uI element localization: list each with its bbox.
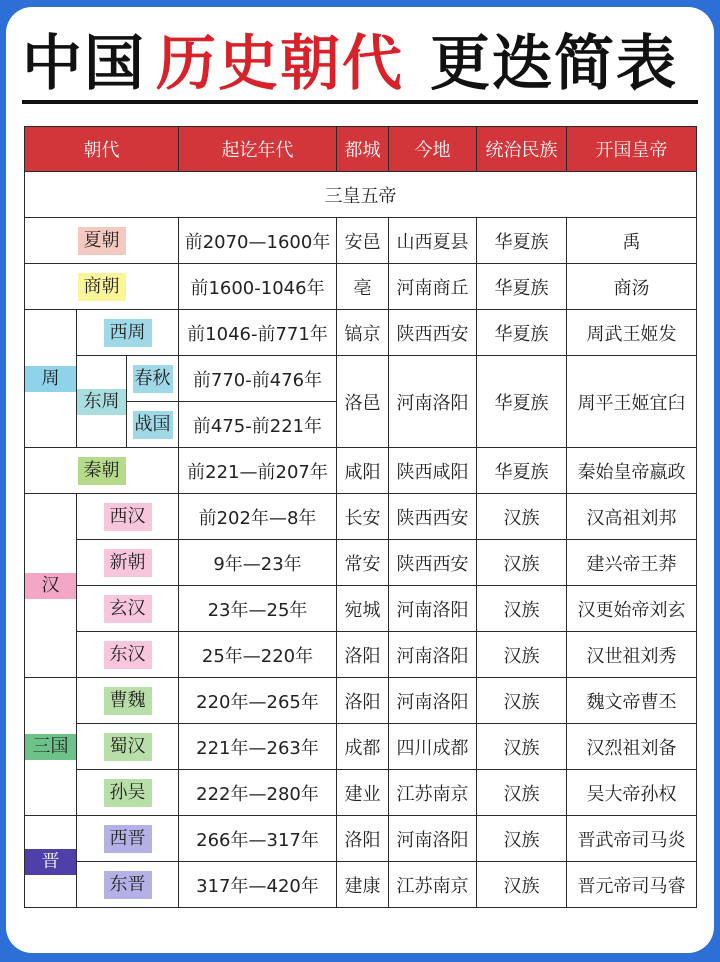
founder-cell: 晋元帝司马睿 (567, 862, 697, 908)
title-part-2: 更迭简表 (430, 29, 678, 99)
years-cell: 222年—280年 (179, 770, 337, 816)
table-row (25, 632, 697, 678)
dynasty-label: 战国 (133, 411, 173, 439)
founder-cell: 晋武帝司马炎 (567, 816, 697, 862)
ethnic-cell: 汉族 (477, 632, 567, 678)
years-cell: 前2070—1600年 (179, 218, 337, 264)
dynasty-label: 秦朝 (78, 457, 126, 485)
years-cell: 前1600-1046年 (179, 264, 337, 310)
years-cell: 前202年—8年 (179, 494, 337, 540)
header-years: 起讫年代 (179, 127, 337, 172)
dynasty-label: 蜀汉 (104, 733, 152, 761)
page-title (22, 24, 698, 104)
group-cell-sanguo (25, 678, 77, 816)
dynasty-cell (77, 310, 179, 356)
capital-cell: 成都 (337, 724, 389, 770)
dynasty-label: 西周 (104, 319, 152, 347)
table-header-row (25, 127, 697, 172)
today-cell: 江苏南京 (389, 770, 477, 816)
capital-cell: 咸阳 (337, 448, 389, 494)
capital-cell: 亳 (337, 264, 389, 310)
group-cell-zhou (25, 310, 77, 448)
dynasty-cell (25, 218, 179, 264)
table-row (25, 678, 697, 724)
ethnic-cell: 华夏族 (477, 356, 567, 448)
capital-cell: 长安 (337, 494, 389, 540)
dynasty-cell (77, 770, 179, 816)
ethnic-cell: 汉族 (477, 862, 567, 908)
header-capital: 都城 (337, 127, 389, 172)
capital-cell: 洛阳 (337, 678, 389, 724)
today-cell: 山西夏县 (389, 218, 477, 264)
years-cell: 266年—317年 (179, 816, 337, 862)
today-cell: 河南洛阳 (389, 632, 477, 678)
intro-row-cell: 三皇五帝 (25, 172, 697, 218)
founder-cell: 禹 (567, 218, 697, 264)
table-row (25, 218, 697, 264)
capital-cell: 安邑 (337, 218, 389, 264)
dynasty-cell (77, 494, 179, 540)
ethnic-cell: 华夏族 (477, 310, 567, 356)
dynasty-cell (77, 632, 179, 678)
title-part-highlight: 历史朝代 (156, 29, 404, 99)
group-label-sanguo: 三国 (25, 734, 76, 760)
founder-cell: 周武王姬发 (567, 310, 697, 356)
dynasty-cell (77, 586, 179, 632)
founder-cell: 汉烈祖刘备 (567, 724, 697, 770)
header-today: 今地 (389, 127, 477, 172)
today-cell: 四川成都 (389, 724, 477, 770)
years-cell: 220年—265年 (179, 678, 337, 724)
table-row (25, 172, 697, 218)
dynasty-table (24, 126, 697, 908)
founder-cell: 汉高祖刘邦 (567, 494, 697, 540)
capital-cell: 洛邑 (337, 356, 389, 448)
years-cell: 221年—263年 (179, 724, 337, 770)
capital-cell: 洛阳 (337, 632, 389, 678)
years-cell: 前770-前476年 (179, 356, 337, 402)
ethnic-cell: 华夏族 (477, 448, 567, 494)
today-cell: 陕西西安 (389, 540, 477, 586)
founder-cell: 吴大帝孙权 (567, 770, 697, 816)
table-row (25, 540, 697, 586)
dynasty-cell (127, 402, 179, 448)
years-cell: 前475-前221年 (179, 402, 337, 448)
capital-cell: 镐京 (337, 310, 389, 356)
ethnic-cell: 汉族 (477, 586, 567, 632)
dynasty-cell (25, 448, 179, 494)
dynasty-label: 春秋 (133, 365, 173, 393)
table-row (25, 862, 697, 908)
today-cell: 陕西咸阳 (389, 448, 477, 494)
ethnic-cell: 汉族 (477, 816, 567, 862)
header-ethnic: 统治民族 (477, 127, 567, 172)
years-cell: 317年—420年 (179, 862, 337, 908)
dynasty-label: 西汉 (104, 503, 152, 531)
group-cell-jin (25, 816, 77, 908)
dynasty-cell (77, 724, 179, 770)
dynasty-cell (77, 862, 179, 908)
today-cell: 陕西西安 (389, 310, 477, 356)
years-cell: 前1046-前771年 (179, 310, 337, 356)
years-cell: 前221—前207年 (179, 448, 337, 494)
table-row (25, 310, 697, 356)
today-cell: 河南洛阳 (389, 678, 477, 724)
today-cell: 河南洛阳 (389, 356, 477, 448)
ethnic-cell: 汉族 (477, 770, 567, 816)
ethnic-cell: 汉族 (477, 494, 567, 540)
dynasty-cell (77, 540, 179, 586)
capital-cell: 常安 (337, 540, 389, 586)
founder-cell: 汉世祖刘秀 (567, 632, 697, 678)
capital-cell: 建康 (337, 862, 389, 908)
dynasty-label: 孙吴 (104, 779, 152, 807)
founder-cell: 秦始皇帝嬴政 (567, 448, 697, 494)
dynasty-label: 东汉 (104, 641, 152, 669)
table-row (25, 356, 697, 402)
header-dynasty: 朝代 (25, 127, 179, 172)
years-cell: 23年—25年 (179, 586, 337, 632)
ethnic-cell: 汉族 (477, 724, 567, 770)
founder-cell: 建兴帝王莽 (567, 540, 697, 586)
dynasty-cell (77, 678, 179, 724)
group-cell-han (25, 494, 77, 678)
table-row (25, 724, 697, 770)
capital-cell: 宛城 (337, 586, 389, 632)
group-label-han: 汉 (25, 573, 76, 599)
group-label-zhou: 周 (25, 366, 76, 392)
capital-cell: 洛阳 (337, 816, 389, 862)
group-label-jin: 晋 (25, 849, 76, 875)
subgroup-cell-dongzhou (77, 356, 127, 448)
title-part-1: 中国 (22, 29, 146, 99)
title-underline (22, 100, 698, 104)
ethnic-cell: 华夏族 (477, 218, 567, 264)
today-cell: 河南洛阳 (389, 586, 477, 632)
table-row (25, 816, 697, 862)
ethnic-cell: 汉族 (477, 678, 567, 724)
header-founder: 开国皇帝 (567, 127, 697, 172)
dynasty-label: 西晋 (104, 825, 152, 853)
today-cell: 江苏南京 (389, 862, 477, 908)
table-row (25, 448, 697, 494)
dynasty-label: 夏朝 (78, 227, 126, 255)
years-cell: 25年—220年 (179, 632, 337, 678)
today-cell: 陕西西安 (389, 494, 477, 540)
ethnic-cell: 华夏族 (477, 264, 567, 310)
dynasty-label: 玄汉 (104, 595, 152, 623)
table-row (25, 264, 697, 310)
capital-cell: 建业 (337, 770, 389, 816)
years-cell: 9年—23年 (179, 540, 337, 586)
subgroup-label-dongzhou: 东周 (77, 389, 126, 415)
dynasty-cell (77, 816, 179, 862)
dynasty-cell (25, 264, 179, 310)
table-row (25, 586, 697, 632)
dynasty-label: 东晋 (104, 871, 152, 899)
table-row (25, 770, 697, 816)
dynasty-label: 曹魏 (104, 687, 152, 715)
dynasty-cell (127, 356, 179, 402)
ethnic-cell: 汉族 (477, 540, 567, 586)
today-cell: 河南商丘 (389, 264, 477, 310)
dynasty-label: 新朝 (104, 549, 152, 577)
founder-cell: 商汤 (567, 264, 697, 310)
dynasty-label: 商朝 (78, 273, 126, 301)
table-row (25, 494, 697, 540)
founder-cell: 汉更始帝刘玄 (567, 586, 697, 632)
today-cell: 河南洛阳 (389, 816, 477, 862)
founder-cell: 周平王姬宜臼 (567, 356, 697, 448)
founder-cell: 魏文帝曹丕 (567, 678, 697, 724)
